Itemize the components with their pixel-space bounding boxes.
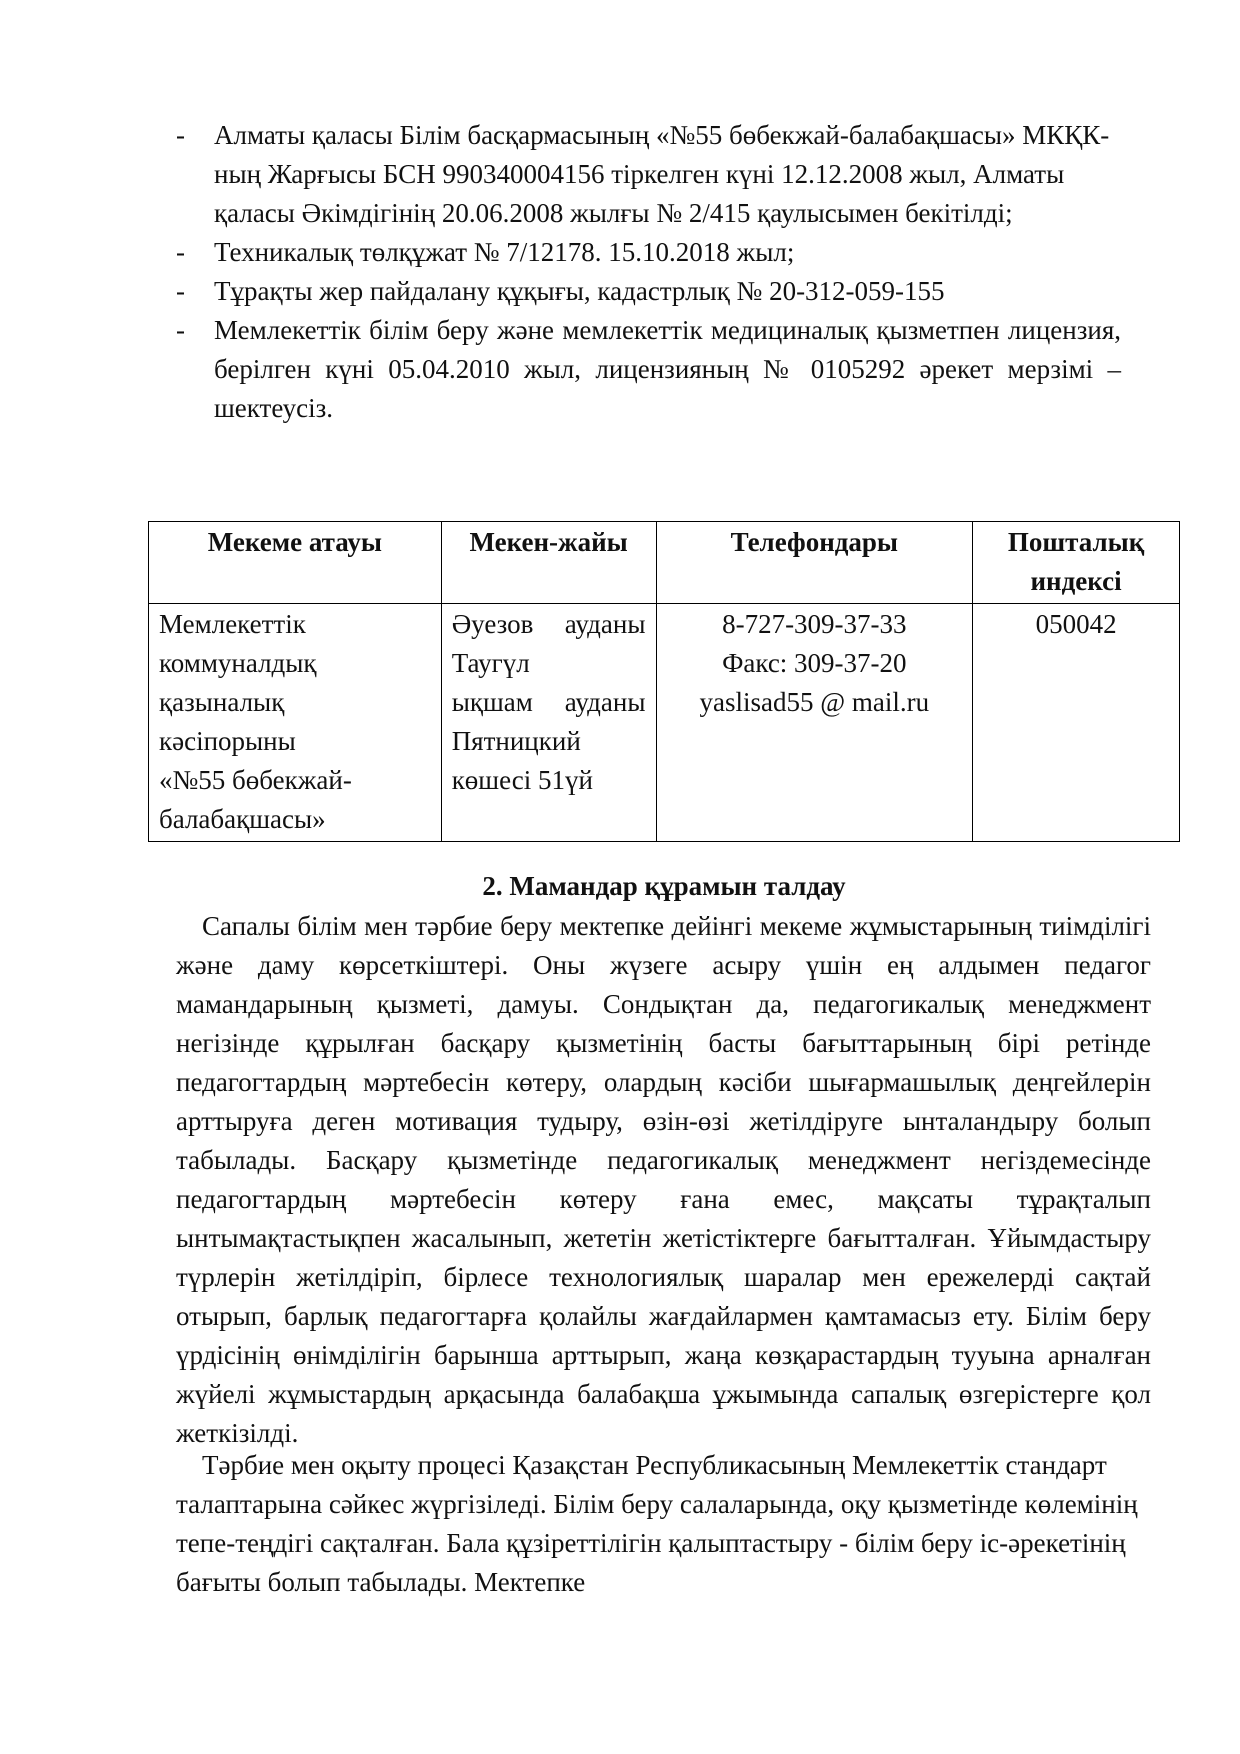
list-marker: - — [176, 276, 185, 306]
list-item — [176, 311, 1121, 428]
address-line: ықшам ауданы — [451, 687, 646, 717]
fax-line: Факс: 309-37-20 — [722, 648, 907, 678]
list-item — [176, 272, 1121, 311]
address-line: Әуезов ауданы — [451, 609, 646, 639]
address-line: Таугүл — [451, 648, 530, 678]
paragraph: Сапалы білім мен тәрбие беру мектепке дейінгі мекеме жұмыстарының тиімділігі және даму көрсеткіштері. Оны жүзеге асыру үшін ең алдымен педагог мамандарының қызметі, дамуы. Сондықтан да, педагогикалық менеджмент негізінде құрылған басқару қызметінің басты бағыттарының бірі ретінде педагогтардың мәртебесін көтеру, олардың кәсіби шығармашылық деңгейлерін арттыруға деген мотивация тудыру, өзін-өзі жетілдіруге ынталандыру болып табылады. Басқару қызметінде педагогикалық менеджмент негіздемесінде педагогтардың мәртебесін көтеру ғана емес, мақсаты тұрақталып ынтымақтастықпен жасалынып, жететін жетістіктерге бағытталған. Ұйымдастыру түрлерін жетілдіріп, бірлесе технологиялық шаралар мен ережелерді сақтай отырып, барлық педагогтарға қолайлы жағдайлармен қамтамасыз ету. Білім беру үрдісінің өнімділігін барынша арттырып, жаңа көзқарастардың тууына арналған жүйелі жұмыстардың арқасында балабақша ұжымында сапалық өзгерістерге қол жеткізілді. — [176, 911, 1151, 1448]
institution-info-table — [148, 521, 1180, 842]
table-header-row — [149, 522, 1180, 604]
phone-line: 8-727-309-37-33 — [722, 609, 907, 639]
list-marker: - — [176, 120, 185, 150]
paragraph: Тәрбие мен оқыту процесі Қазақстан Республикасының Мемлекеттік стандарт талаптарына сәйкес жүргізіледі. Білім беру салаларында, оқу қызметінде көлемінің тепе-теңдігі сақталған. Бала құзіреттілігін қалыптастыру - білім беру іс-әрекетінің бағыты болып табылады. Мектепке — [176, 1450, 1138, 1597]
cell-phones — [656, 604, 973, 842]
email-line: yaslisad55 @ mail.ru — [699, 687, 930, 717]
list-item-text: Алматы қаласы Білім басқармасының «№55 бөбекжай-балабақшасы» МКҚК-ның Жарғысы БСН 990340004156 тіркелген күні 12.12.2008 жыл, Алматы қаласы Әкімдігінің 20.06.2008 жылғы № 2/415 қаулысымен бекітілді; — [214, 120, 1110, 228]
list-item — [176, 116, 1121, 233]
name-line: «№55 бөбекжай- — [159, 765, 352, 795]
address-line: Пятницкий — [451, 726, 581, 756]
section-title: 2. Мамандар құрамын талдау — [482, 871, 846, 901]
address-line: көшесі 51үй — [451, 765, 593, 795]
header-address: Мекен-жайы — [441, 522, 656, 604]
name-line: кәсіпорыны — [159, 726, 296, 756]
list-item-text: Тұрақты жер пайдалану құқығы, кадастрлық № 20-312-059-155 — [214, 276, 945, 306]
list-item-text: Техникалық төлқұжат № 7/12178. 15.10.2018 жыл; — [214, 237, 795, 267]
list-item-text: Мемлекеттік білім беру және мемлекеттік медициналық қызметпен лицензия, берілген күні 05.04.2010 жыл, лицензияның № 0105292 әрекет мерзімі – шектеусіз. — [214, 315, 1121, 423]
header-institution-name: Мекеме атауы — [149, 522, 442, 604]
cell-institution-name — [149, 604, 442, 842]
name-line: балабақшасы» — [159, 804, 326, 834]
name-line: коммуналдық — [159, 648, 317, 678]
list-marker: - — [176, 237, 185, 267]
name-line: қазыналық — [159, 687, 285, 717]
table-row — [149, 604, 1180, 842]
header-phones: Телефондары — [656, 522, 973, 604]
list-item — [176, 233, 1121, 272]
name-line: Мемлекеттік — [159, 609, 306, 639]
cell-address — [441, 604, 656, 842]
list-marker: - — [176, 315, 185, 345]
cell-postal-index: 050042 — [973, 604, 1180, 842]
registration-documents-list — [176, 116, 1121, 428]
header-postal-index: Пошталық индексі — [973, 522, 1180, 604]
